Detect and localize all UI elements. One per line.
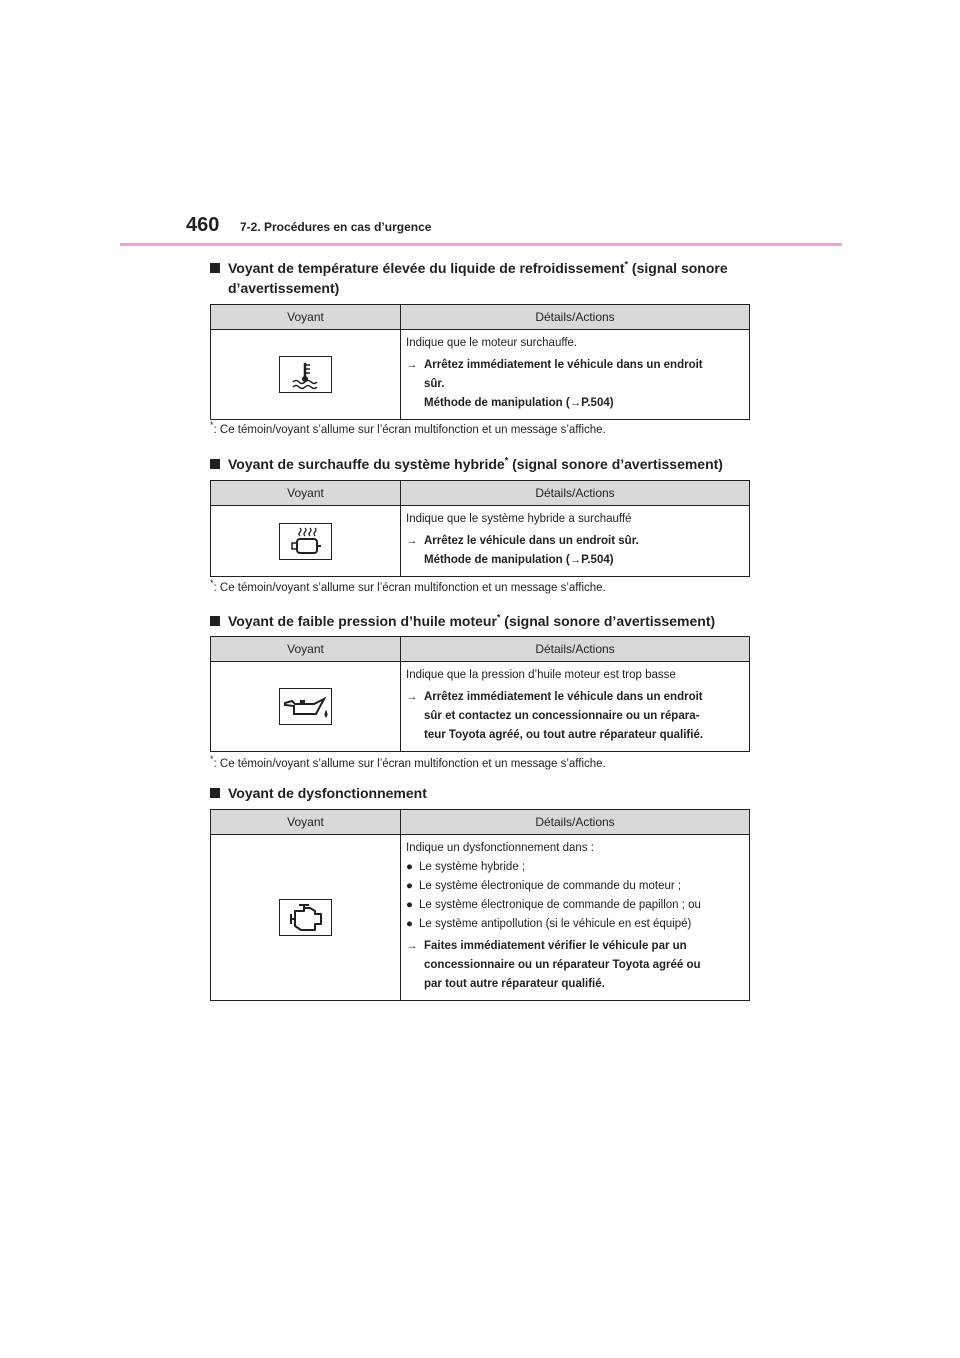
- column-header-details: Détails/Actions: [401, 305, 750, 330]
- malfunction-details: Indique un dysfonctionnement dans : ● Le système hybride ; ● Le système électronique de commande du moteur ; ● Le système électronique de commande de papillon ; ou ● Le système antipollution (si le véhicule en est équipé) → Faites immédiatement vérifier le véhicule par un concessionnaire ou un réparateur Toyota agréé ou par tout autre réparateur qualifié.: [401, 835, 750, 1001]
- list-item: ● Le système antipollution (si le véhicule en est équipé): [406, 918, 692, 930]
- hybrid-table: [210, 480, 750, 577]
- column-header-voyant: Voyant: [211, 481, 401, 506]
- column-header-voyant: Voyant: [211, 305, 401, 330]
- section-title-hybrid: Voyant de surchauffe du système hybride* (signal sonore d’avertissement): [210, 454, 755, 474]
- section-title-oil-pressure: Voyant de faible pression d’huile moteur* (signal sonore d’avertissement): [210, 611, 755, 631]
- section-square-icon: [210, 459, 220, 469]
- check-engine-icon: [279, 899, 332, 936]
- hybrid-system-overheat-icon: [279, 523, 332, 560]
- column-header-details: Détails/Actions: [401, 637, 750, 662]
- page-number: 460: [186, 214, 220, 236]
- column-header-voyant: Voyant: [211, 637, 401, 662]
- list-item: ● Le système électronique de commande de papillon ; ou: [406, 899, 701, 911]
- oil-pressure-details: Indique que la pression d’huile moteur est trop basse → Arrêtez immédiatement le véhicule dans un endroit sûr et contactez un concessionnaire ou un répara- teur Toyota agréé, ou tout autre réparateur qualifié.: [401, 662, 750, 752]
- coolant-temperature-warning-icon: [279, 356, 332, 393]
- chapter-title: 7-2. Procédures en cas d’urgence: [240, 220, 432, 234]
- section-square-icon: [210, 263, 220, 273]
- oil-pressure-warning-icon: [279, 688, 332, 725]
- footnote: *: Ce témoin/voyant s’allume sur l’écran multifonction et un message s’affiche.: [210, 578, 606, 594]
- coolant-details: Indique que le moteur surchauffe. → Arrêtez immédiatement le véhicule dans un endroit sûr. Méthode de manipulation (→P.504): [401, 330, 750, 420]
- section-title-malfunction: Voyant de dysfonctionnement: [210, 783, 755, 803]
- section-square-icon: [210, 616, 220, 626]
- list-item: ● Le système électronique de commande du moteur ;: [406, 880, 682, 892]
- column-header-details: Détails/Actions: [401, 810, 750, 835]
- list-item: ● Le système hybride ;: [406, 861, 526, 873]
- coolant-table: [210, 304, 750, 420]
- hybrid-details: Indique que le système hybride a surchauffé → Arrêtez le véhicule dans un endroit sûr. Méthode de manipulation (→P.504): [401, 506, 750, 577]
- column-header-details: Détails/Actions: [401, 481, 750, 506]
- oil-pressure-table: [210, 636, 750, 752]
- malfunction-table: [210, 809, 750, 1001]
- column-header-voyant: Voyant: [211, 810, 401, 835]
- section-square-icon: [210, 788, 220, 798]
- footnote: *: Ce témoin/voyant s’allume sur l’écran multifonction et un message s’affiche.: [210, 420, 606, 436]
- section-title-coolant: Voyant de température élevée du liquide de refroidissement* (signal sonore d’avertissement): [210, 258, 755, 298]
- footnote: *: Ce témoin/voyant s’allume sur l’écran multifonction et un message s’affiche.: [210, 754, 606, 770]
- header-rule: [120, 243, 842, 246]
